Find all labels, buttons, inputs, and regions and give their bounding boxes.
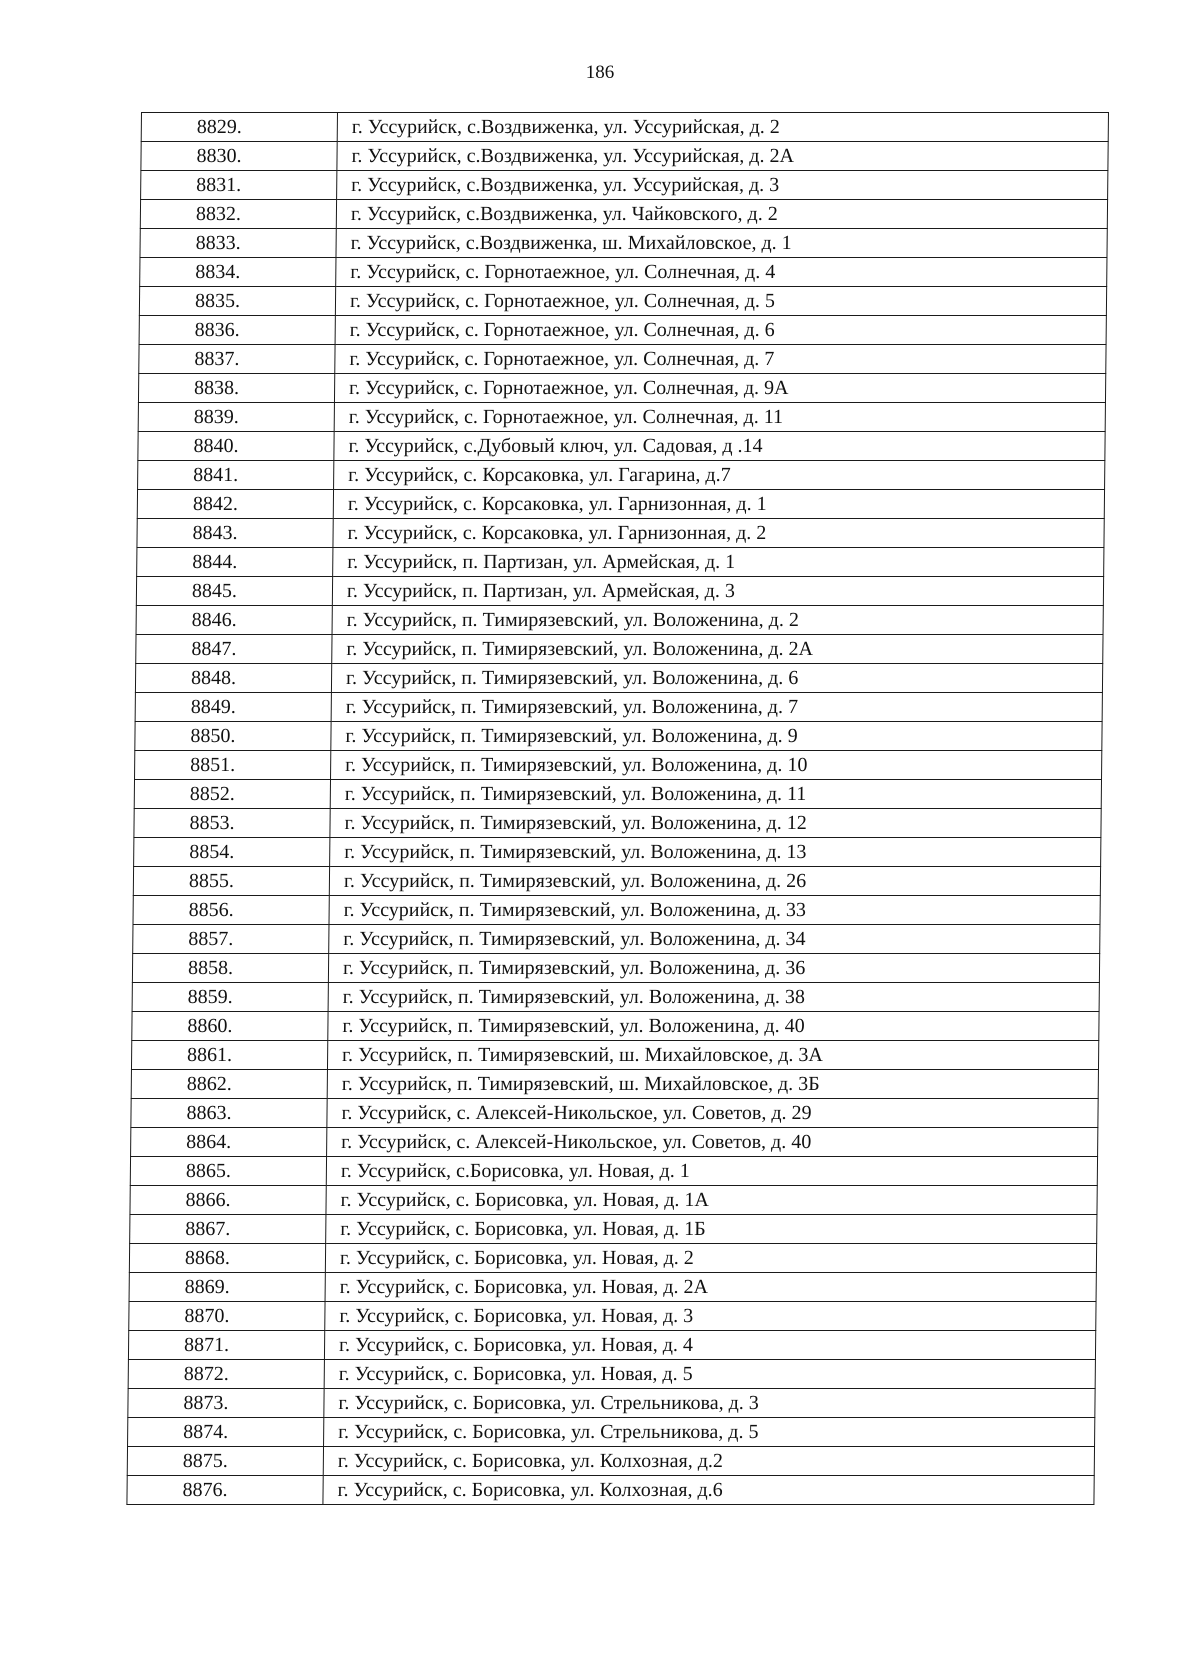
row-number-cell: 8849.	[135, 693, 331, 722]
row-number-cell: 8832.	[140, 200, 336, 229]
address-cell: г. Уссурийск, с. Корсаковка, ул. Гарнизонная, д. 1	[333, 490, 1104, 519]
table-row	[129, 1244, 1096, 1273]
table-row	[128, 1418, 1095, 1447]
row-number-cell: 8875.	[127, 1447, 323, 1476]
table-row	[136, 635, 1103, 664]
table-row	[132, 983, 1099, 1012]
table-row	[141, 171, 1108, 200]
row-number-cell: 8843.	[137, 519, 333, 548]
table-row	[132, 954, 1099, 983]
table-row	[136, 577, 1103, 606]
address-cell: г. Уссурийск, п. Тимирязевский, ул. Воложенина, д. 2А	[332, 635, 1103, 664]
row-number-cell: 8835.	[139, 287, 335, 316]
address-cell: г. Уссурийск, с. Борисовка, ул. Новая, д. 2	[325, 1244, 1096, 1273]
address-cell: г. Уссурийск, с. Алексей-Никольское, ул. Советов, д. 40	[327, 1128, 1098, 1157]
table-row	[141, 142, 1108, 171]
address-cell: г. Уссурийск, с. Корсаковка, ул. Гагарина, д.7	[334, 461, 1105, 490]
table-row	[128, 1331, 1095, 1360]
address-cell: г. Уссурийск, с. Алексей-Никольское, ул. Советов, д. 29	[327, 1099, 1098, 1128]
address-cell: г. Уссурийск, с.Воздвиженка, ул. Уссурийская, д. 2А	[337, 142, 1108, 171]
row-number-cell: 8861.	[131, 1041, 327, 1070]
table-row	[137, 519, 1104, 548]
address-cell: г. Уссурийск, с. Горнотаежное, ул. Солнечная, д. 5	[335, 287, 1106, 316]
address-cell: г. Уссурийск, с.Воздвиженка, ул. Чайковского, д. 2	[336, 200, 1107, 229]
row-number-cell: 8856.	[133, 896, 329, 925]
address-cell: г. Уссурийск, п. Тимирязевский, ул. Воложенина, д. 2	[332, 606, 1103, 635]
address-cell: г. Уссурийск, с. Борисовка, ул. Новая, д. 4	[324, 1331, 1095, 1360]
table-row	[131, 1128, 1098, 1157]
row-number-cell: 8840.	[138, 432, 334, 461]
table-row	[135, 693, 1102, 722]
address-cell: г. Уссурийск, с. Борисовка, ул. Колхозная, д.2	[323, 1447, 1094, 1476]
table-row	[138, 374, 1105, 403]
row-number-cell: 8868.	[129, 1244, 325, 1273]
table-row	[139, 316, 1106, 345]
table-row	[130, 1215, 1097, 1244]
table-row	[141, 113, 1108, 142]
row-number-cell: 8874.	[128, 1418, 324, 1447]
address-table-container	[126, 112, 1108, 1505]
row-number-cell: 8841.	[138, 461, 334, 490]
table-row	[127, 1476, 1094, 1505]
table-row	[140, 200, 1107, 229]
table-row	[128, 1360, 1095, 1389]
address-cell: г. Уссурийск, п. Тимирязевский, ул. Воложенина, д. 11	[330, 780, 1101, 809]
row-number-cell: 8870.	[129, 1302, 325, 1331]
row-number-cell: 8853.	[134, 809, 330, 838]
address-cell: г. Уссурийск, с. Горнотаежное, ул. Солнечная, д. 4	[336, 258, 1107, 287]
address-cell: г. Уссурийск, п. Тимирязевский, ул. Воложенина, д. 34	[329, 925, 1100, 954]
row-number-cell: 8864.	[131, 1128, 327, 1157]
row-number-cell: 8854.	[134, 838, 330, 867]
address-cell: г. Уссурийск, с.Воздвиженка, ул. Уссурийская, д. 3	[337, 171, 1108, 200]
address-cell: г. Уссурийск, п. Тимирязевский, ул. Воложенина, д. 9	[331, 722, 1102, 751]
row-number-cell: 8858.	[132, 954, 328, 983]
table-row	[136, 606, 1103, 635]
table-row	[132, 1012, 1099, 1041]
row-number-cell: 8855.	[133, 867, 329, 896]
row-number-cell: 8842.	[137, 490, 333, 519]
table-row	[138, 461, 1105, 490]
address-cell: г. Уссурийск, п. Партизан, ул. Армейская, д. 1	[333, 548, 1104, 577]
page-number: 186	[585, 62, 615, 83]
row-number-cell: 8873.	[128, 1389, 324, 1418]
table-row	[129, 1273, 1096, 1302]
address-cell: г. Уссурийск, п. Тимирязевский, ул. Воложенина, д. 26	[329, 867, 1100, 896]
address-cell: г. Уссурийск, с. Борисовка, ул. Стрельникова, д. 3	[324, 1389, 1095, 1418]
address-cell: г. Уссурийск, с. Борисовка, ул. Новая, д. 1А	[326, 1186, 1097, 1215]
table-row	[138, 432, 1105, 461]
table-row	[133, 896, 1100, 925]
address-cell: г. Уссурийск, с. Борисовка, ул. Стрельникова, д. 5	[324, 1418, 1095, 1447]
row-number-cell: 8859.	[132, 983, 328, 1012]
address-cell: г. Уссурийск, с. Горнотаежное, ул. Солнечная, д. 9А	[334, 374, 1105, 403]
row-number-cell: 8866.	[130, 1186, 326, 1215]
table-row	[133, 867, 1100, 896]
table-row	[127, 1447, 1094, 1476]
address-cell: г. Уссурийск, с.Дубовый ключ, ул. Садовая, д .14	[334, 432, 1105, 461]
row-number-cell: 8863.	[131, 1099, 327, 1128]
address-cell: г. Уссурийск, п. Тимирязевский, ул. Воложенина, д. 10	[331, 751, 1102, 780]
table-row	[140, 258, 1107, 287]
row-number-cell: 8867.	[130, 1215, 326, 1244]
address-table	[126, 112, 1109, 1505]
table-row	[131, 1099, 1098, 1128]
address-cell: г. Уссурийск, п. Тимирязевский, ул. Воложенина, д. 33	[329, 896, 1100, 925]
address-cell: г. Уссурийск, п. Тимирязевский, ш. Михайловское, д. 3А	[327, 1041, 1098, 1070]
address-cell: г. Уссурийск, п. Партизан, ул. Армейская, д. 3	[332, 577, 1103, 606]
address-cell: г. Уссурийск, п. Тимирязевский, ул. Воложенина, д. 13	[330, 838, 1101, 867]
row-number-cell: 8830.	[141, 142, 337, 171]
address-cell: г. Уссурийск, с. Горнотаежное, ул. Солнечная, д. 6	[335, 316, 1106, 345]
row-number-cell: 8838.	[138, 374, 334, 403]
row-number-cell: 8848.	[135, 664, 331, 693]
row-number-cell: 8852.	[134, 780, 330, 809]
address-cell: г. Уссурийск, с. Борисовка, ул. Новая, д. 5	[324, 1360, 1095, 1389]
address-cell: г. Уссурийск, с. Горнотаежное, ул. Солнечная, д. 11	[334, 403, 1105, 432]
address-cell: г. Уссурийск, п. Тимирязевский, ш. Михайловское, д. 3Б	[327, 1070, 1098, 1099]
table-row	[135, 664, 1102, 693]
table-row	[128, 1389, 1095, 1418]
row-number-cell: 8844.	[137, 548, 333, 577]
table-row	[139, 287, 1106, 316]
row-number-cell: 8837.	[139, 345, 335, 374]
address-cell: г. Уссурийск, с.Борисовка, ул. Новая, д. 1	[326, 1157, 1097, 1186]
table-row	[135, 722, 1102, 751]
row-number-cell: 8834.	[140, 258, 336, 287]
address-cell: г. Уссурийск, п. Тимирязевский, ул. Воложенина, д. 36	[328, 954, 1099, 983]
table-row	[134, 838, 1101, 867]
row-number-cell: 8829.	[141, 113, 337, 142]
table-row	[131, 1070, 1098, 1099]
row-number-cell: 8872.	[128, 1360, 324, 1389]
table-row	[137, 548, 1104, 577]
table-row	[138, 403, 1105, 432]
address-cell: г. Уссурийск, п. Тимирязевский, ул. Воложенина, д. 7	[331, 693, 1102, 722]
row-number-cell: 8865.	[130, 1157, 326, 1186]
table-row	[139, 345, 1106, 374]
row-number-cell: 8851.	[135, 751, 331, 780]
address-cell: г. Уссурийск, с. Корсаковка, ул. Гарнизонная, д. 2	[333, 519, 1104, 548]
address-cell: г. Уссурийск, с. Борисовка, ул. Колхозная, д.6	[323, 1476, 1094, 1505]
address-cell: г. Уссурийск, п. Тимирязевский, ул. Воложенина, д. 12	[330, 809, 1101, 838]
table-row	[130, 1186, 1097, 1215]
row-number-cell: 8860.	[132, 1012, 328, 1041]
row-number-cell: 8833.	[140, 229, 336, 258]
table-row	[129, 1302, 1096, 1331]
row-number-cell: 8869.	[129, 1273, 325, 1302]
table-row	[135, 751, 1102, 780]
address-cell: г. Уссурийск, п. Тимирязевский, ул. Воложенина, д. 40	[328, 1012, 1099, 1041]
table-row	[130, 1157, 1097, 1186]
table-row	[134, 809, 1101, 838]
address-table-body	[127, 113, 1109, 1505]
row-number-cell: 8831.	[141, 171, 337, 200]
address-cell: г. Уссурийск, п. Тимирязевский, ул. Воложенина, д. 38	[328, 983, 1099, 1012]
row-number-cell: 8845.	[136, 577, 332, 606]
row-number-cell: 8836.	[139, 316, 335, 345]
row-number-cell: 8871.	[128, 1331, 324, 1360]
row-number-cell: 8857.	[133, 925, 329, 954]
address-cell: г. Уссурийск, с. Борисовка, ул. Новая, д. 2А	[325, 1273, 1096, 1302]
row-number-cell: 8846.	[136, 606, 332, 635]
row-number-cell: 8839.	[138, 403, 334, 432]
row-number-cell: 8847.	[136, 635, 332, 664]
address-cell: г. Уссурийск, с. Борисовка, ул. Новая, д. 3	[325, 1302, 1096, 1331]
row-number-cell: 8876.	[127, 1476, 323, 1505]
address-cell: г. Уссурийск, с.Воздвиженка, ул. Уссурийская, д. 2	[337, 113, 1108, 142]
table-row	[140, 229, 1107, 258]
table-row	[131, 1041, 1098, 1070]
address-cell: г. Уссурийск, с. Борисовка, ул. Новая, д. 1Б	[326, 1215, 1097, 1244]
row-number-cell: 8862.	[131, 1070, 327, 1099]
address-cell: г. Уссурийск, с.Воздвиженка, ш. Михайловское, д. 1	[336, 229, 1107, 258]
row-number-cell: 8850.	[135, 722, 331, 751]
address-cell: г. Уссурийск, с. Горнотаежное, ул. Солнечная, д. 7	[335, 345, 1106, 374]
table-row	[134, 780, 1101, 809]
table-row	[137, 490, 1104, 519]
address-cell: г. Уссурийск, п. Тимирязевский, ул. Воложенина, д. 6	[331, 664, 1102, 693]
table-row	[133, 925, 1100, 954]
